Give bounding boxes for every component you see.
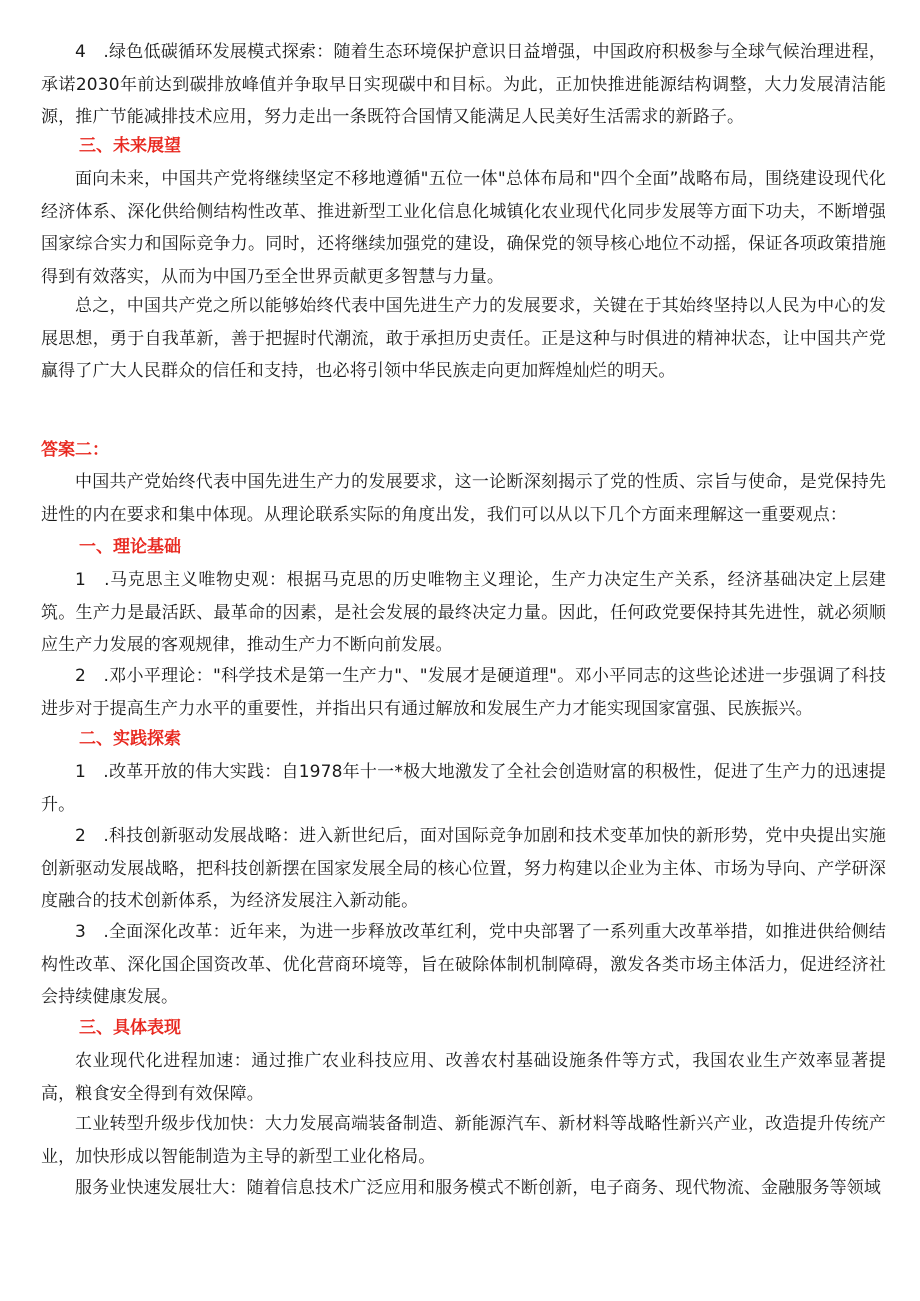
theory-item-2: 2 .邓小平理论："科学技术是第一生产力"、"发展才是硬道理"。邓小平同志的这些论述进一步强调了科技进步对于提高生产力水平的重要性，并指出只有通过解放和发展生产力才能实现国家富强、民族振兴。 [41, 666, 886, 719]
practice-item-2: 2 .科技创新驱动发展战略：进入新世纪后，面对国际竞争加剧和技术变革加快的新形势，党中央提出实施创新驱动发展战略，把科技创新摆在国家发展全局的核心位置，努力构建以企业为主体、市场为导向、产学研深度融合的技术创新体系，为经济发展注入新动能。 [41, 826, 886, 911]
agriculture-paragraph: 农业现代化进程加速：通过推广农业科技应用、改善农村基础设施条件等方式，我国农业生产效率显著提高，粮食安全得到有效保障。 [41, 1051, 886, 1104]
section-heading-theory: 一、理论基础 [79, 537, 181, 557]
answer-two-title: 答案二： [41, 440, 109, 460]
paragraph-summary: 总之，中国共产党之所以能够始终代表中国先进生产力的发展要求，关键在于其始终坚持以人民为中心的发展思想，勇于自我革新，善于把握时代潮流，敢于承担历史责任。正是这种与时俱进的精神状态，让中国共产党赢得了广大人民群众的信任和支持，也必将引领中华民族走向更加辉煌灿烂的明天。 [41, 296, 886, 381]
industry-paragraph: 工业转型升级步伐加快：大力发展高端装备制造、新能源汽车、新材料等战略性新兴产业，改造提升传统产业，加快形成以智能制造为主导的新型工业化格局。 [41, 1114, 886, 1167]
theory-item-1: 1 .马克思主义唯物史观：根据马克思的历史唯物主义理论，生产力决定生产关系，经济基础决定上层建筑。生产力是最活跃、最革命的因素，是社会发展的最终决定力量。因此，任何政党要保持其先进性，就必须顺应生产力发展的客观规律，推动生产力不断向前发展。 [41, 570, 886, 655]
item-4-green-development: 4 .绿色低碳循环发展模式探索：随着生态环境保护意识日益增强，中国政府积极参与全球气候治理进程，承诺2030年前达到碳排放峰值并争取早日实现碳中和目标。为此，正加快推进能源结构调整，大力发展清洁能源，推广节能减排技术应用，努力走出一条既符合国情又能满足人民美好生活需求的新路子。 [41, 42, 886, 127]
section-heading-future: 三、未来展望 [79, 136, 181, 156]
practice-item-3: 3 .全面深化改革：近年来，为进一步释放改革红利，党中央部署了一系列重大改革举措，如推进供给侧结构性改革、深化国企国资改革、优化营商环境等，旨在破除体制机制障碍，激发各类市场主体活力，促进经济社会持续健康发展。 [41, 922, 886, 1007]
service-paragraph: 服务业快速发展壮大：随着信息技术广泛应用和服务模式不断创新，电子商务、现代物流、金融服务等领域 [75, 1178, 882, 1198]
paragraph-future-outlook: 面向未来，中国共产党将继续坚定不移地遵循"五位一体"总体布局和"四个全面”战略布局，围绕建设现代化经济体系、深化供给侧结构性改革、推进新型工业化信息化城镇化农业现代化同步发展等方面下功夫，不断增强国家综合实力和国际竞争力。同时，还将继续加强党的建设，确保党的领导核心地位不动摇，保证各项政策措施得到有效落实，从而为中国乃至全世界贡献更多智慧与力量。 [41, 169, 886, 287]
section-heading-practice: 二、实践探索 [79, 729, 181, 749]
paragraph-intro: 中国共产党始终代表中国先进生产力的发展要求，这一论断深刻揭示了党的性质、宗旨与使命，是党保持先进性的内在要求和集中体现。从理论联系实际的角度出发，我们可以从以下几个方面来理解这一重要观点： [41, 472, 886, 525]
practice-item-1: 1 .改革开放的伟大实践：自1978年十一*极大地激发了全社会创造财富的积极性，促进了生产力的迅速提升。 [41, 762, 886, 815]
section-heading-manifestations: 三、具体表现 [79, 1018, 181, 1038]
